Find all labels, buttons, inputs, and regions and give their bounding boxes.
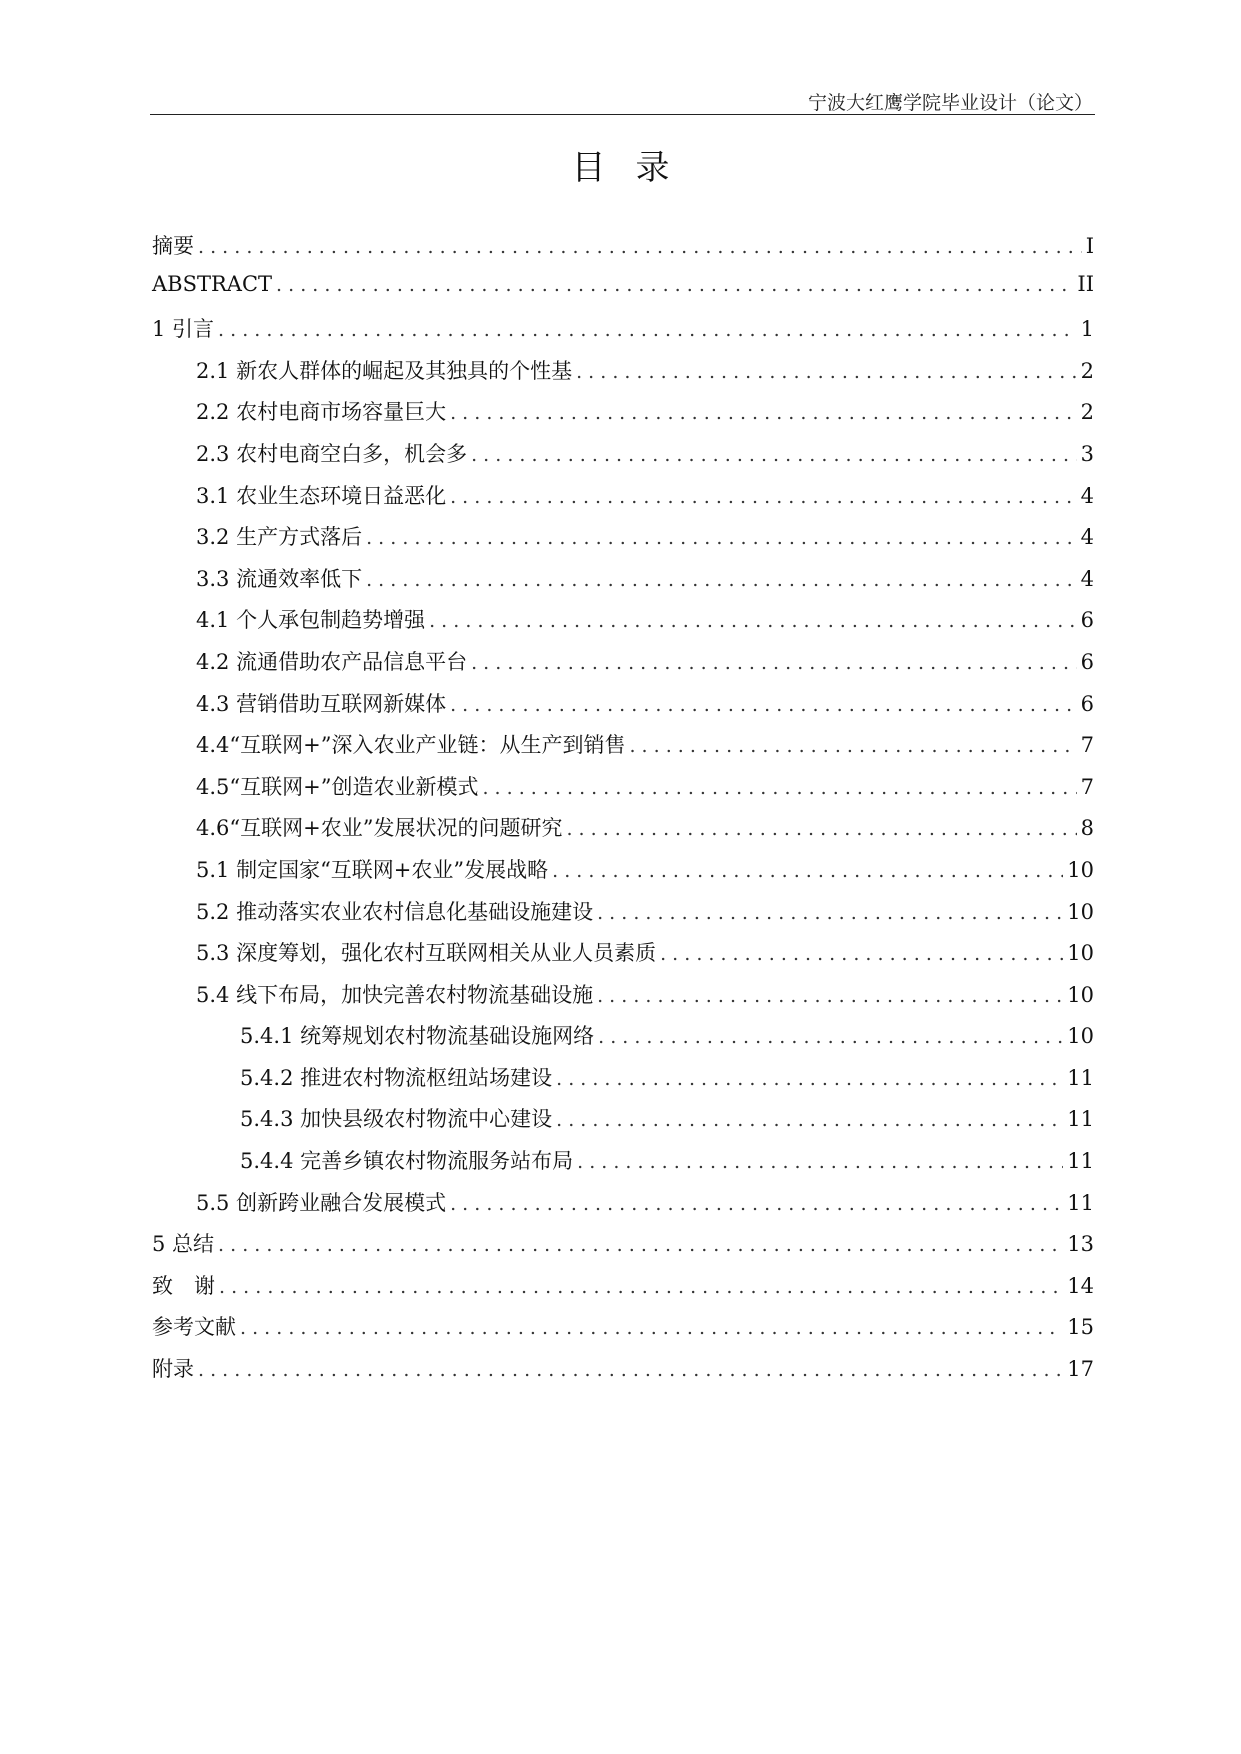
toc-entry-label: 4.6“互联网+农业”发展状况的问题研究	[196, 816, 563, 841]
toc-dot-leader	[566, 818, 1076, 840]
toc-entry-label: 5.4 线下布局，加快完善农村物流基础设施	[196, 982, 594, 1007]
toc-dot-leader	[366, 527, 1077, 549]
toc-entry[interactable]	[152, 937, 1094, 979]
toc-entry-label: 3.2 生产方式落后	[196, 525, 363, 550]
toc-entry-page: 8	[1080, 816, 1094, 841]
toc-entry-label: 5.4.1 统筹规划农村物流基础设施网络	[240, 1024, 595, 1049]
toc-entry[interactable]	[152, 272, 1094, 314]
toc-entry-label: 2.3 农村电商空白多，机会多	[196, 441, 468, 466]
toc-entry[interactable]	[152, 355, 1094, 397]
toc-entry-label: 5.4.4 完善乡镇农村物流服务站布局	[240, 1149, 574, 1174]
toc-entry-page: 4	[1080, 483, 1094, 508]
toc-entry[interactable]	[152, 771, 1094, 813]
table-of-contents	[152, 230, 1094, 1395]
toc-entry-page: 6	[1080, 691, 1094, 716]
toc-dot-leader	[556, 1109, 1063, 1131]
toc-entry-page: 2	[1080, 358, 1094, 383]
toc-entry-label: 5.2 推动落实农业农村信息化基础设施建设	[196, 899, 594, 924]
toc-entry-label: 摘要	[152, 234, 194, 258]
toc-entry-label: 5.4.3 加快县级农村物流中心建设	[240, 1107, 553, 1132]
toc-dot-leader	[471, 652, 1077, 674]
toc-dot-leader	[597, 902, 1063, 924]
toc-entry[interactable]	[152, 1311, 1094, 1353]
toc-entry-label: 3.1 农业生态环境日益恶化	[196, 483, 447, 508]
toc-dot-leader	[556, 1068, 1063, 1090]
toc-entry[interactable]	[152, 521, 1094, 563]
toc-dot-leader	[198, 236, 1082, 258]
toc-entry-page: 14	[1067, 1273, 1094, 1298]
toc-entry-page: 17	[1067, 1357, 1094, 1382]
toc-entry-label: 4.4“互联网+”深入农业产业链：从生产到销售	[196, 733, 626, 758]
header-rule	[150, 114, 1095, 115]
toc-entry[interactable]	[152, 1062, 1094, 1104]
toc-entry-label: 4.5“互联网+”创造农业新模式	[196, 774, 479, 799]
toc-entry[interactable]	[152, 1103, 1094, 1145]
toc-dot-leader	[450, 402, 1077, 424]
toc-entry[interactable]	[152, 854, 1094, 896]
toc-entry-label: 3.3 流通效率低下	[196, 566, 363, 591]
toc-entry[interactable]	[152, 230, 1094, 272]
toc-entry-page: II	[1077, 271, 1094, 296]
toc-entry-page: 11	[1067, 1149, 1094, 1174]
page-title: 目录	[571, 148, 700, 188]
toc-entry-page: 7	[1080, 733, 1094, 758]
toc-entry-page: 11	[1067, 1190, 1094, 1215]
toc-dot-leader	[450, 694, 1077, 716]
toc-entry-label: 附录	[152, 1357, 194, 1382]
toc-entry[interactable]	[152, 604, 1094, 646]
toc-entry-page: 3	[1080, 441, 1094, 466]
toc-dot-leader	[450, 1193, 1063, 1215]
toc-dot-leader	[366, 569, 1077, 591]
toc-entry[interactable]	[152, 896, 1094, 938]
toc-entry[interactable]	[152, 729, 1094, 771]
toc-dot-leader	[198, 1359, 1063, 1381]
toc-entry-page: 4	[1080, 525, 1094, 550]
toc-entry[interactable]	[152, 1187, 1094, 1229]
toc-entry-label: 4.2 流通借助农产品信息平台	[196, 649, 468, 674]
toc-dot-leader	[219, 1276, 1063, 1298]
toc-dot-leader	[450, 486, 1077, 508]
toc-entry-label: ABSTRACT	[152, 271, 273, 296]
toc-entry[interactable]	[152, 1353, 1094, 1395]
toc-entry-page: 10	[1067, 941, 1094, 966]
toc-dot-leader	[218, 319, 1077, 341]
toc-entry-page: 13	[1067, 1232, 1094, 1257]
toc-entry[interactable]	[152, 1145, 1094, 1187]
toc-entry-label: 致 谢	[152, 1273, 215, 1298]
toc-entry-page: 11	[1067, 1107, 1094, 1132]
toc-entry-page: 10	[1067, 1024, 1094, 1049]
toc-entry-page: 6	[1080, 608, 1094, 633]
toc-entry[interactable]	[152, 1270, 1094, 1312]
toc-dot-leader	[552, 860, 1063, 882]
toc-dot-leader	[577, 1151, 1063, 1173]
toc-entry-page: 1	[1080, 317, 1094, 342]
toc-entry-page: 10	[1067, 982, 1094, 1007]
toc-entry-page: 10	[1067, 899, 1094, 924]
toc-entry-page: 6	[1080, 649, 1094, 674]
toc-dot-leader	[597, 985, 1063, 1007]
toc-entry[interactable]	[152, 1228, 1094, 1270]
toc-entry-page: 11	[1067, 1065, 1094, 1090]
toc-dot-leader	[218, 1234, 1063, 1256]
toc-entry-label: 5.4.2 推进农村物流枢纽站场建设	[240, 1065, 553, 1090]
toc-entry-page: 4	[1080, 566, 1094, 591]
toc-entry-label: 4.1 个人承包制趋势增强	[196, 608, 426, 633]
toc-entry[interactable]	[152, 688, 1094, 730]
toc-entry-label: 5.1 制定国家“互联网+农业”发展战略	[196, 857, 549, 882]
toc-entry[interactable]	[152, 979, 1094, 1021]
toc-entry-page: I	[1085, 234, 1094, 258]
toc-dot-leader	[660, 943, 1063, 965]
toc-entry-page: 2	[1080, 400, 1094, 425]
toc-entry-label: 1 引言	[152, 317, 215, 342]
toc-entry[interactable]	[152, 480, 1094, 522]
toc-dot-leader	[629, 735, 1076, 757]
toc-dot-leader	[576, 361, 1077, 383]
toc-entry-page: 7	[1080, 774, 1094, 799]
toc-entry[interactable]	[152, 563, 1094, 605]
toc-entry-page: 15	[1067, 1315, 1094, 1340]
toc-entry-label: 5 总结	[152, 1232, 215, 1257]
toc-entry-label: 参考文献	[152, 1315, 236, 1340]
toc-entry[interactable]	[152, 438, 1094, 480]
toc-dot-leader	[240, 1317, 1063, 1339]
toc-entry[interactable]	[152, 1020, 1094, 1062]
toc-entry-label: 5.5 创新跨业融合发展模式	[196, 1190, 447, 1215]
toc-entry-label: 2.1 新农人群体的崛起及其独具的个性基	[196, 358, 573, 383]
toc-entry-label: 4.3 营销借助互联网新媒体	[196, 691, 447, 716]
toc-entry[interactable]	[152, 812, 1094, 854]
toc-dot-leader	[471, 444, 1077, 466]
toc-dot-leader	[429, 610, 1077, 632]
toc-dot-leader	[276, 274, 1073, 296]
document-header: 宁波大红鹰学院毕业设计（论文）	[807, 92, 1093, 114]
toc-entry[interactable]	[152, 396, 1094, 438]
toc-entry[interactable]	[152, 646, 1094, 688]
toc-entry-label: 2.2 农村电商市场容量巨大	[196, 400, 447, 425]
toc-entry-label: 5.3 深度筹划，强化农村互联网相关从业人员素质	[196, 941, 657, 966]
toc-dot-leader	[482, 777, 1076, 799]
toc-entry-page: 10	[1067, 857, 1094, 882]
toc-dot-leader	[598, 1026, 1063, 1048]
toc-entry[interactable]	[152, 313, 1094, 355]
